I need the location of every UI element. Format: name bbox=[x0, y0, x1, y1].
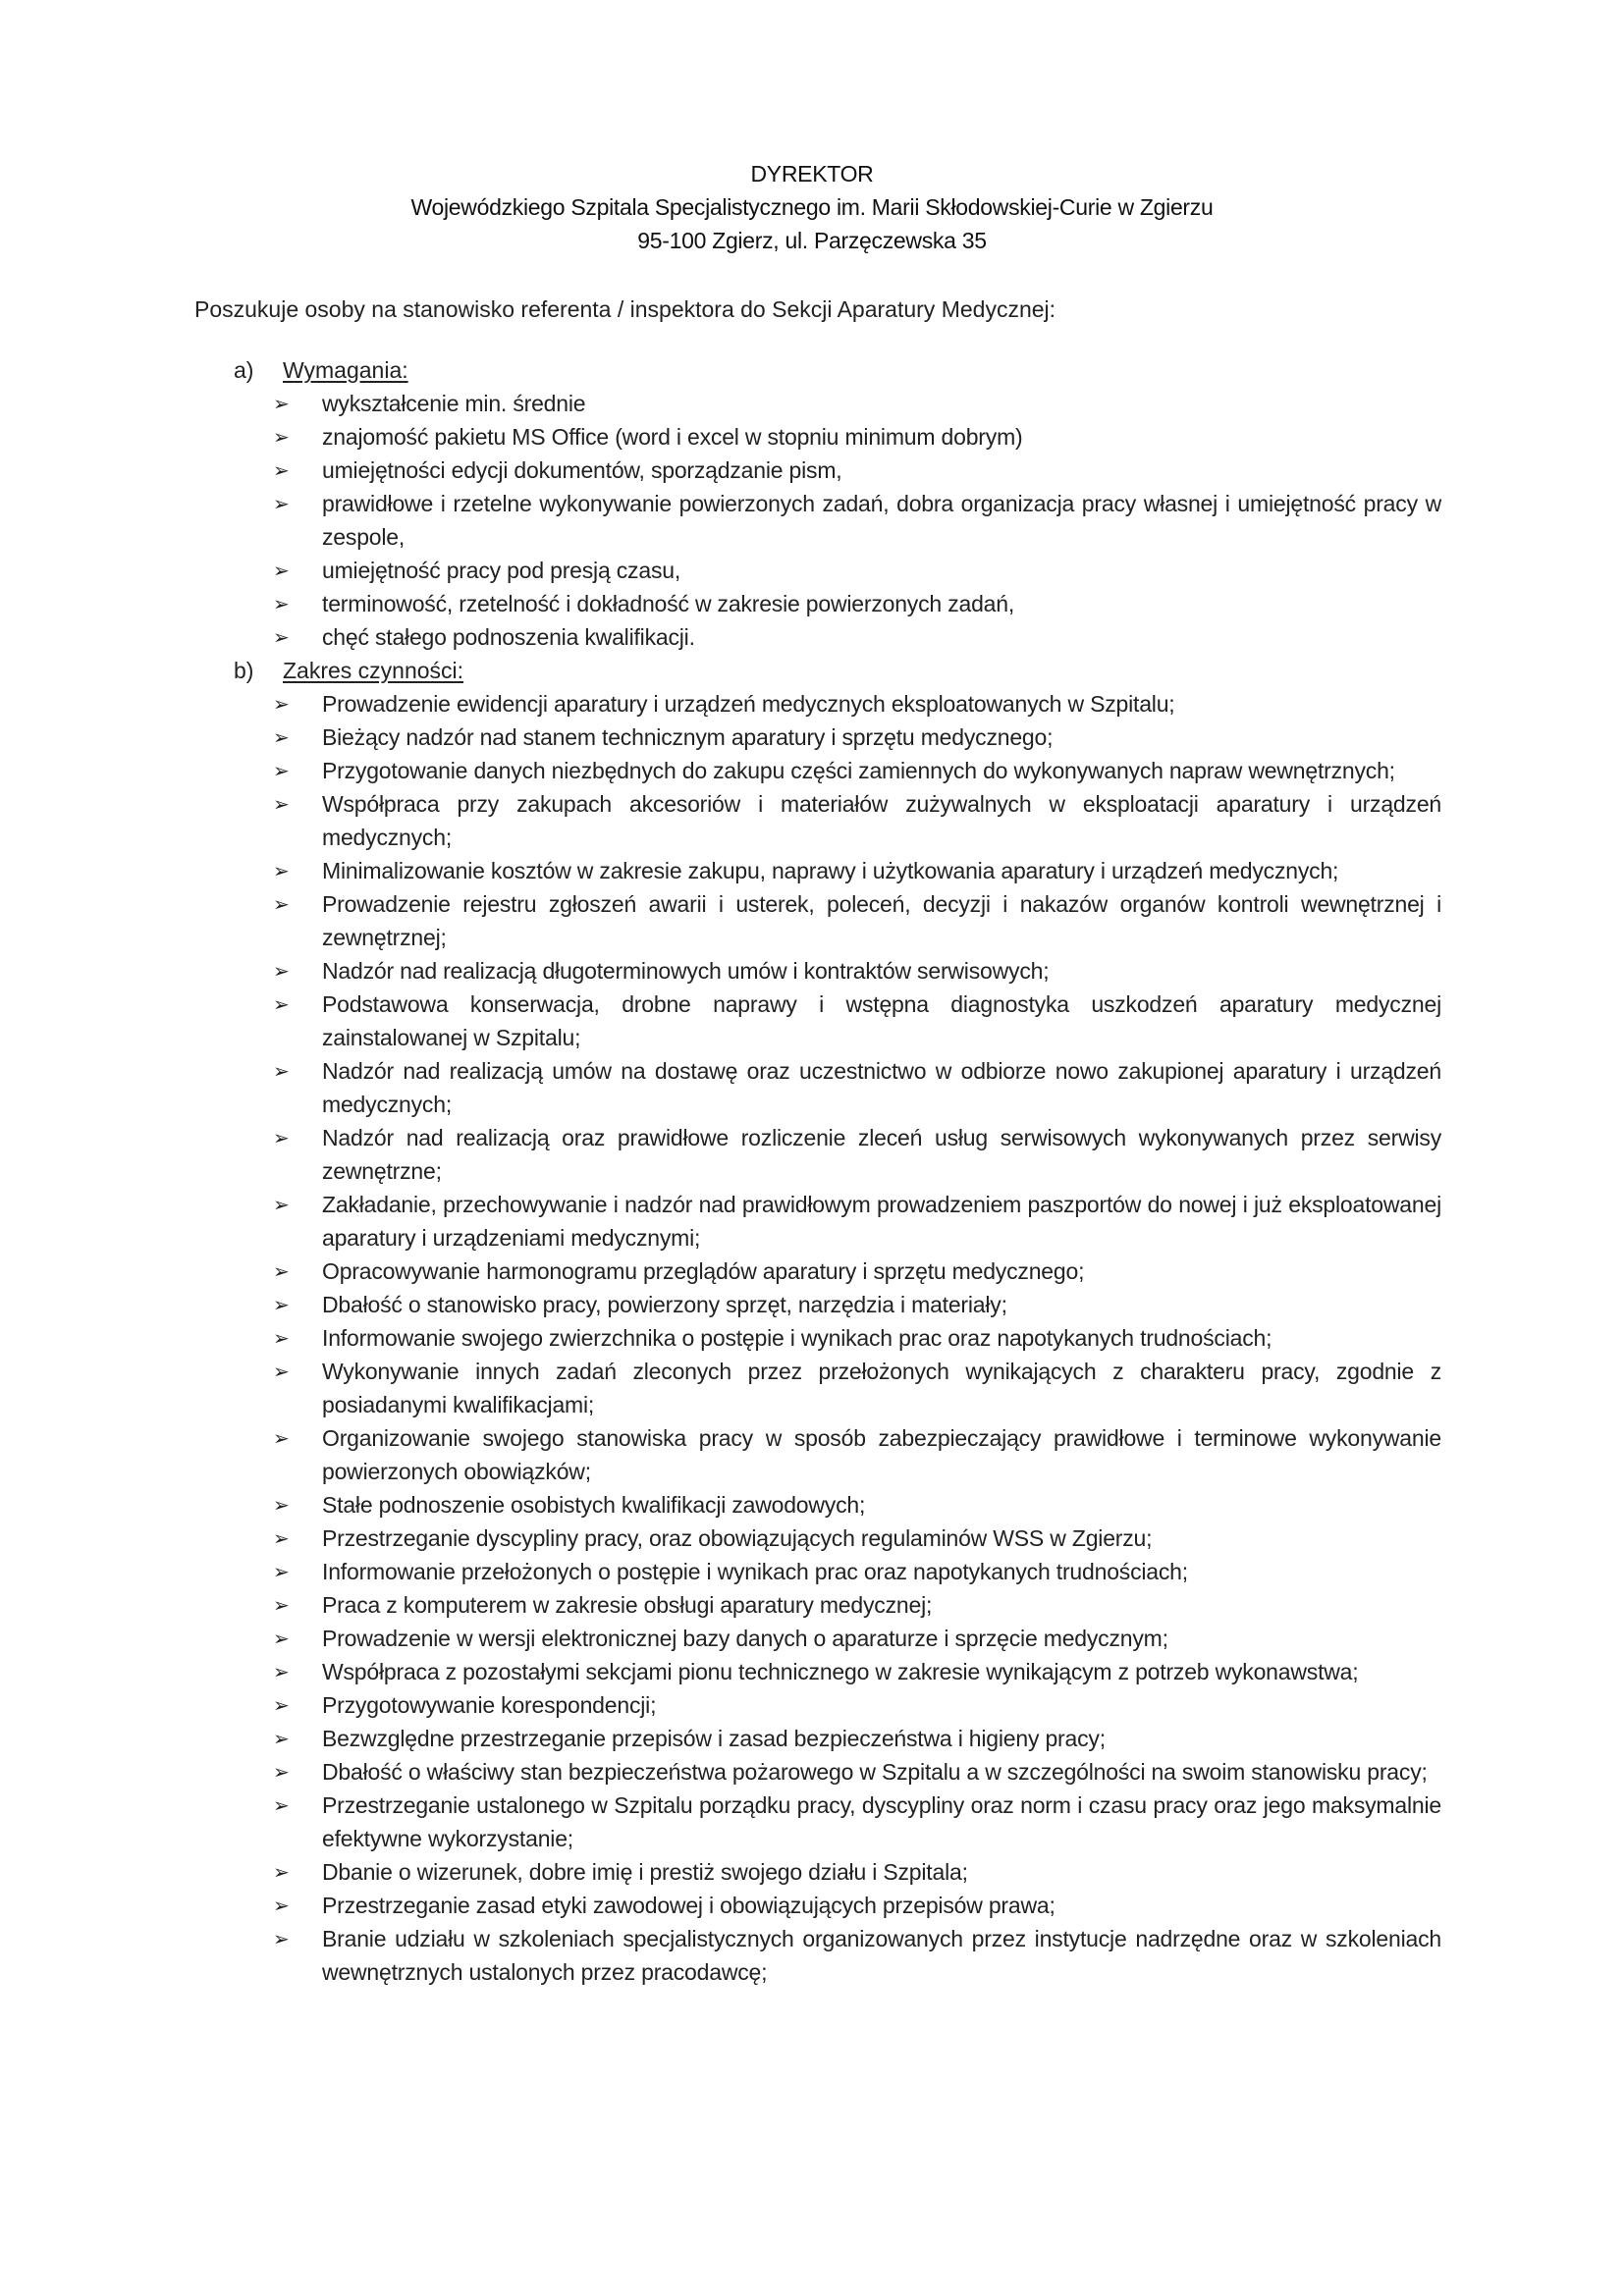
arrow-bullet-icon: ➢ bbox=[273, 425, 290, 449]
arrow-bullet-icon: ➢ bbox=[273, 625, 290, 649]
list-item bbox=[273, 1855, 1441, 1889]
list-item bbox=[273, 1288, 1441, 1321]
list-item bbox=[273, 1655, 1441, 1688]
list-item-text: Wykonywanie innych zadań zleconych przez przełożonych wynikających z charakteru pracy, zgodnie z posiadanymi kwalifikacjami; bbox=[322, 1359, 1441, 1417]
arrow-bullet-icon: ➢ bbox=[273, 892, 290, 916]
list-item bbox=[273, 420, 1441, 454]
arrow-bullet-icon: ➢ bbox=[273, 759, 290, 782]
arrow-bullet-icon: ➢ bbox=[273, 959, 290, 983]
arrow-bullet-icon: ➢ bbox=[273, 1193, 290, 1216]
document-header bbox=[0, 157, 1624, 257]
list-item-text: terminowość, rzetelność i dokładność w zakresie powierzonych zadań, bbox=[322, 591, 1015, 616]
section-a-title: Wymagania: bbox=[283, 357, 408, 383]
list-item bbox=[273, 1522, 1441, 1555]
header-institution: Wojewódzkiego Szpitala Specjalistycznego im. Marii Skłodowskiej-Curie w Zgierzu bbox=[410, 194, 1214, 220]
list-item-text: Współpraca z pozostałymi sekcjami pionu technicznego w zakresie wynikającym z potrzeb wykonawstwa; bbox=[322, 1659, 1359, 1684]
list-item bbox=[273, 1121, 1441, 1188]
list-item bbox=[273, 1488, 1441, 1522]
arrow-bullet-icon: ➢ bbox=[273, 792, 290, 816]
list-item-text: Zakładanie, przechowywanie i nadzór nad prawidłowym prowadzeniem paszportów do nowej i już eksploatowanej aparatury i urządzeniami medycznymi; bbox=[322, 1192, 1441, 1251]
list-item-text: Podstawowa konserwacja, drobne naprawy i wstępna diagnostyka uszkodzeń aparatury medycznej zainstalowanej w Szpitalu; bbox=[322, 991, 1441, 1050]
section-b-letter: b) bbox=[234, 658, 254, 683]
list-item-text: Branie udziału w szkoleniach specjalistycznych organizowanych przez instytucje nadrzędne oraz w szkoleniach wewnętrznych ustalonych przez pracodawcę; bbox=[322, 1926, 1441, 1985]
list-item bbox=[273, 854, 1441, 887]
list-item-text: Prowadzenie w wersji elektronicznej bazy danych o aparaturze i sprzęcie medycznym; bbox=[322, 1626, 1168, 1651]
arrow-bullet-icon: ➢ bbox=[273, 1059, 290, 1083]
list-item-text: Przestrzeganie zasad etyki zawodowej i obowiązujących przepisów prawa; bbox=[322, 1893, 1056, 1918]
arrow-bullet-icon: ➢ bbox=[273, 1526, 290, 1550]
header-address: 95-100 Zgierz, ul. Parzęczewska 35 bbox=[637, 228, 987, 253]
list-item bbox=[273, 954, 1441, 988]
arrow-bullet-icon: ➢ bbox=[273, 1793, 290, 1817]
list-item bbox=[273, 687, 1441, 721]
arrow-bullet-icon: ➢ bbox=[273, 1293, 290, 1316]
list-item bbox=[273, 1421, 1441, 1488]
arrow-bullet-icon: ➢ bbox=[273, 1727, 290, 1750]
list-item-text: Prowadzenie rejestru zgłoszeń awarii i usterek, poleceń, decyzji i nakazów organów kontroli wewnętrznej i zewnętrznej; bbox=[322, 891, 1441, 950]
list-item-text: Bezwzględne przestrzeganie przepisów i zasad bezpieczeństwa i higieny pracy; bbox=[322, 1726, 1106, 1751]
requirements-list bbox=[273, 387, 1441, 654]
arrow-bullet-icon: ➢ bbox=[273, 1760, 290, 1784]
list-item bbox=[273, 787, 1441, 854]
list-item bbox=[273, 387, 1441, 420]
list-item bbox=[273, 1622, 1441, 1655]
list-item-text: Nadzór nad realizacją oraz prawidłowe rozliczenie zleceń usług serwisowych wykonywanych przez serwisy zewnętrzne; bbox=[322, 1125, 1441, 1184]
section-a-heading bbox=[234, 353, 408, 387]
arrow-bullet-icon: ➢ bbox=[273, 692, 290, 716]
list-item-text: wykształcenie min. średnie bbox=[322, 391, 586, 416]
arrow-bullet-icon: ➢ bbox=[273, 1693, 290, 1717]
arrow-bullet-icon: ➢ bbox=[273, 725, 290, 749]
list-item-text: Opracowywanie harmonogramu przeglądów aparatury i sprzętu medycznego; bbox=[322, 1258, 1085, 1284]
list-item bbox=[273, 554, 1441, 587]
list-item bbox=[273, 1255, 1441, 1288]
list-item bbox=[273, 721, 1441, 754]
list-item-text: Przygotowywanie korespondencji; bbox=[322, 1692, 657, 1718]
list-item bbox=[273, 1889, 1441, 1922]
list-item bbox=[273, 1355, 1441, 1421]
section-a-letter: a) bbox=[234, 357, 254, 383]
arrow-bullet-icon: ➢ bbox=[273, 1126, 290, 1149]
list-item-text: Współpraca przy zakupach akcesoriów i materiałów zużywalnych w eksploatacji aparatury i urządzeń medycznych; bbox=[322, 791, 1441, 850]
list-item-text: Minimalizowanie kosztów w zakresie zakupu, naprawy i użytkowania aparatury i urządzeń medycznych; bbox=[322, 858, 1339, 883]
arrow-bullet-icon: ➢ bbox=[273, 1560, 290, 1583]
list-item-text: Organizowanie swojego stanowiska pracy w sposób zabezpieczający prawidłowe i terminowe wykonywanie powierzonych obowiązków; bbox=[322, 1425, 1441, 1484]
list-item-text: Przestrzeganie ustalonego w Szpitalu porządku pracy, dyscypliny oraz norm i czasu pracy oraz jego maksymalnie efektywne wykorzystanie; bbox=[322, 1792, 1441, 1851]
header-title: DYREKTOR bbox=[750, 161, 874, 187]
arrow-bullet-icon: ➢ bbox=[273, 392, 290, 415]
list-item bbox=[273, 454, 1441, 487]
list-item-text: znajomość pakietu MS Office (word i excel w stopniu minimum dobrym) bbox=[322, 424, 1023, 450]
arrow-bullet-icon: ➢ bbox=[273, 1593, 290, 1617]
list-item-text: Bieżący nadzór nad stanem technicznym aparatury i sprzętu medycznego; bbox=[322, 724, 1054, 750]
arrow-bullet-icon: ➢ bbox=[273, 1493, 290, 1517]
list-item-text: Stałe podnoszenie osobistych kwalifikacji zawodowych; bbox=[322, 1492, 866, 1518]
arrow-bullet-icon: ➢ bbox=[273, 1627, 290, 1650]
list-item bbox=[273, 487, 1441, 554]
list-item bbox=[273, 1188, 1441, 1255]
arrow-bullet-icon: ➢ bbox=[273, 1927, 290, 1950]
list-item-text: Przygotowanie danych niezbędnych do zakupu części zamiennych do wykonywanych napraw wewnętrznych; bbox=[322, 758, 1395, 783]
list-item bbox=[273, 1922, 1441, 1989]
list-item bbox=[273, 1722, 1441, 1755]
list-item-text: Nadzór nad realizacją długoterminowych umów i kontraktów serwisowych; bbox=[322, 958, 1050, 984]
intro-text: Poszukuje osoby na stanowisko referenta / inspektora do Sekcji Aparatury Medycznej: bbox=[194, 296, 1056, 322]
list-item bbox=[273, 587, 1441, 620]
list-item-text: umiejętność pracy pod presją czasu, bbox=[322, 558, 681, 583]
arrow-bullet-icon: ➢ bbox=[273, 1326, 290, 1350]
list-item bbox=[273, 887, 1441, 954]
arrow-bullet-icon: ➢ bbox=[273, 1360, 290, 1383]
arrow-bullet-icon: ➢ bbox=[273, 1860, 290, 1884]
arrow-bullet-icon: ➢ bbox=[273, 992, 290, 1016]
list-item-text: Prowadzenie ewidencji aparatury i urządzeń medycznych eksploatowanych w Szpitalu; bbox=[322, 691, 1175, 717]
arrow-bullet-icon: ➢ bbox=[273, 1426, 290, 1450]
list-item bbox=[273, 1688, 1441, 1722]
list-item-text: Informowanie przełożonych o postępie i wynikach prac oraz napotykanych trudnościach; bbox=[322, 1559, 1188, 1584]
arrow-bullet-icon: ➢ bbox=[273, 492, 290, 515]
arrow-bullet-icon: ➢ bbox=[273, 1894, 290, 1917]
list-item-text: Dbanie o wizerunek, dobre imię i prestiż swojego działu i Szpitala; bbox=[322, 1859, 968, 1885]
list-item-text: chęć stałego podnoszenia kwalifikacji. bbox=[322, 624, 695, 650]
list-item-text: Praca z komputerem w zakresie obsługi aparatury medycznej; bbox=[322, 1592, 933, 1618]
arrow-bullet-icon: ➢ bbox=[273, 559, 290, 582]
list-item bbox=[273, 1755, 1441, 1789]
list-item bbox=[273, 754, 1441, 787]
list-item bbox=[273, 620, 1441, 654]
list-item bbox=[273, 988, 1441, 1054]
list-item bbox=[273, 1321, 1441, 1355]
list-item-text: Dbałość o właściwy stan bezpieczeństwa pożarowego w Szpitalu a w szczególności na swoim stanowisku pracy; bbox=[322, 1759, 1428, 1785]
list-item-text: Informowanie swojego zwierzchnika o postępie i wynikach prac oraz napotykanych trudnościach; bbox=[322, 1325, 1272, 1351]
arrow-bullet-icon: ➢ bbox=[273, 458, 290, 482]
arrow-bullet-icon: ➢ bbox=[273, 592, 290, 615]
list-item-text: Nadzór nad realizacją umów na dostawę oraz uczestnictwo w odbiorze nowo zakupionej aparatury i urządzeń medycznych; bbox=[322, 1058, 1441, 1117]
section-b-title: Zakres czynności: bbox=[283, 658, 464, 683]
arrow-bullet-icon: ➢ bbox=[273, 1259, 290, 1283]
list-item-text: Przestrzeganie dyscypliny pracy, oraz obowiązujących regulaminów WSS w Zgierzu; bbox=[322, 1525, 1153, 1551]
list-item-text: umiejętności edycji dokumentów, sporządzanie pism, bbox=[322, 457, 842, 483]
arrow-bullet-icon: ➢ bbox=[273, 859, 290, 882]
list-item bbox=[273, 1054, 1441, 1121]
section-b-heading bbox=[234, 654, 463, 687]
list-item bbox=[273, 1588, 1441, 1622]
list-item-text: Dbałość o stanowisko pracy, powierzony sprzęt, narzędzia i materiały; bbox=[322, 1292, 1007, 1317]
list-item bbox=[273, 1789, 1441, 1855]
list-item bbox=[273, 1555, 1441, 1588]
duties-list bbox=[273, 687, 1441, 1989]
arrow-bullet-icon: ➢ bbox=[273, 1660, 290, 1683]
list-item-text: prawidłowe i rzetelne wykonywanie powierzonych zadań, dobra organizacja pracy własnej i umiejętność pracy w zespole, bbox=[322, 491, 1441, 550]
